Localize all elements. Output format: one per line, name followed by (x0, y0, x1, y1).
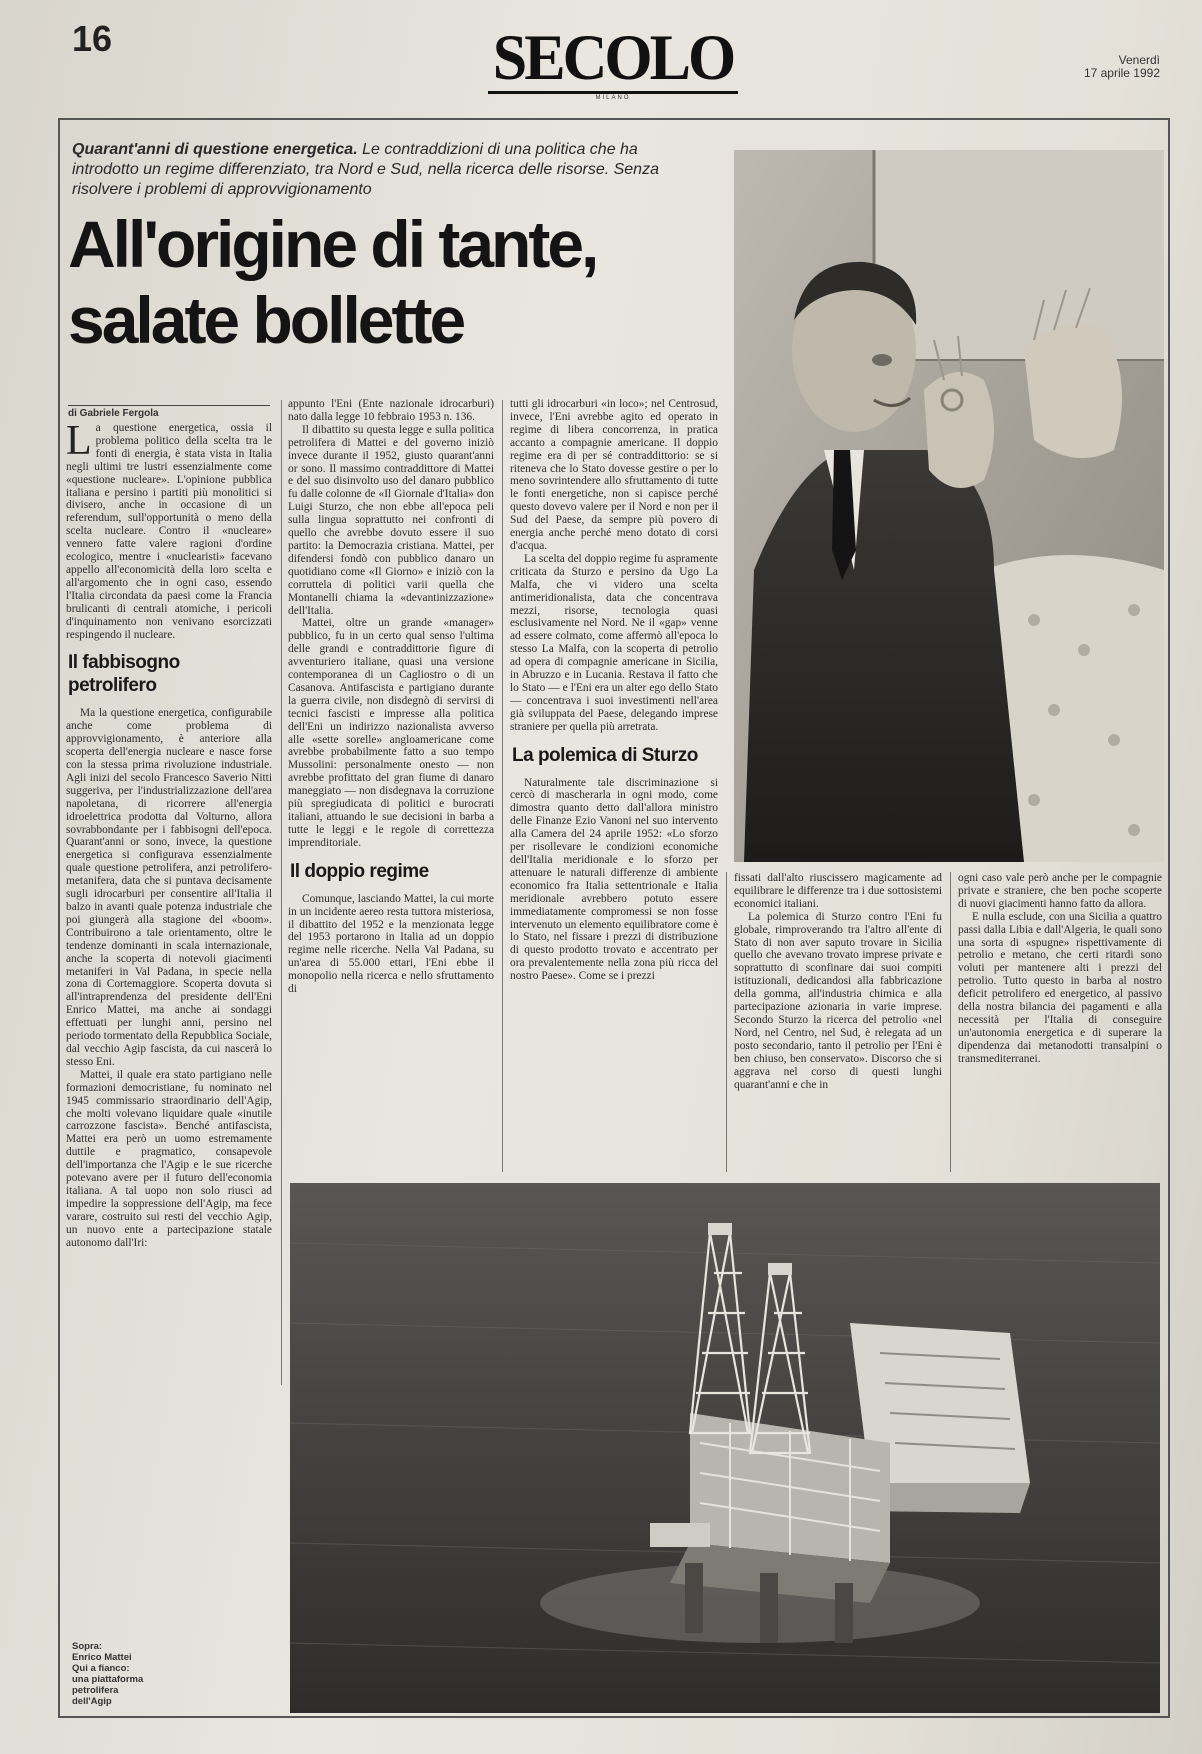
column-rule-1 (281, 400, 282, 1385)
col2-paragraph-4: Comunque, lasciando Mattei, la cui morte in un incidente aereo resta tuttora misteriosa, il dibattito del 1952 e la menzionata legge del 1953 portarono in Italia ad un doppio regime nelle ricerche. Nella Val Padana, su un'area di 55.000 ettari, l'Eni ebbe il monopolio nella ricerca e nello sfruttamento di (288, 892, 494, 996)
col4-paragraph-1: fissati dall'alto riuscissero magicamente ad equilibrare le differenze tra i due sottosistemi economici italiani. (734, 872, 942, 910)
dateline (1040, 54, 1160, 80)
subhead-fabbisogno: Il fabbisogno petrolifero (68, 652, 180, 697)
col4-paragraph-2: La polemica di Sturzo contro l'Eni fu globale, rimproverando tra l'altro all'ente di Stato di non aver saputo trovare in Sicilia quello che avevano trovato imprese private e soprattutto di sconfinare dai suoi compiti istituzionali, dedicandosi alla fabbricazione della gomma, all'industria chimica e alla partecipazione azionaria in varie imprese. Secondo Sturzo la ricerca del petrolio «nel Nord, nel Centro, nel Sud, è relegata ad un posto secondario, tanto il petrolio per l'Eni è ben chiuso, ben conservato». Discorso che si aggrava nel corso di questi lunghi quarant'anni e che in (734, 910, 942, 1091)
col3-paragraph-1: tutti gli idrocarburi «in loco»; nel Centrosud, invece, l'Eni avrebbe agito ed operato in regime di libera concorrenza, in pratica accanto a compagnie americane. Il doppio regime era di per sé contraddittorio: se si riteneva che lo Stato dovesse gestire o per lo meno sovrintendere allo sfruttamento di tutte le fonti energetiche, non si capisce perché questo dovevo valere per il Nord e non per il Sud del Paese, da sempre più povero di energia anche perché meno dotato di corsi d'acqua. (510, 398, 718, 552)
photo-caption (72, 1641, 182, 1707)
subhead-polemica-sturzo: La polemica di Sturzo (512, 744, 698, 766)
column-3 (510, 398, 718, 1174)
subhead-doppio-regime: Il doppio regime (290, 860, 429, 882)
caption-line-4: una piattaforma (72, 1674, 144, 1685)
col2-paragraph-1: appunto l'Eni (Ente nazionale idrocarburi) nato dalla legge 10 febbraio 1953 n. 136. (288, 398, 494, 423)
dropcap: L (66, 422, 92, 464)
page-number: 16 (72, 18, 113, 59)
column-5 (958, 872, 1162, 1172)
headline-line-1: All'origine di tante, (68, 207, 597, 281)
dateline-day: Venerdì (1118, 53, 1160, 67)
caption-line-2: Enrico Mattei (72, 1652, 132, 1663)
headline (68, 206, 668, 358)
byline: di Gabriele Fergola (68, 405, 270, 419)
col3-paragraph-3: Naturalmente tale discriminazione si cercò di mascherarla in ogni modo, come dimostra quanto detto dall'allora ministro delle Finanze Ezio Vanoni nel suo intervento alla Camera del 24 aprile 1952: «Lo sforzo per risollevare le condizioni economiche dell'Italia meridionale e lo sforzo per attenuare le naturali differenze di ambiente economico fra Italia settentrionale e Italia meridionale avrebbero potuto essere immediatamente compromessi se non fosse intervenuto un elemento equilibratore come è lo Stato, nel fissare i prezzi di distribuzione di questo prodotto trovato e accentrato per ora prevalentemente nella zona più ricca del nostro Paese». Come se i prezzi (510, 776, 718, 983)
col1-paragraph-2: Ma la questione energetica, configurabile anche come problema di approvvigionamento, è anteriore alla scoperta dell'energia nucleare e nasce forse con la stessa prima rivoluzione industriale. Agli inizi del secolo Francesco Saverio Nitti suggeriva, per l'industrializzazione dell'area napoletana, di ricorrere all'energia idroelettrica prodotta dal Volturno, allora sovrabbondante per i fabbisogni dell'epoca. Quarant'anni or sono, invece, la questione energetica si configurava essenzialmente quale questione petrolifera, anzi petrolifero-metanifera, data che si puntava decisamente sugli idrocarburi per consentire all'Italia il balzo in avanti quale potenza industriale che poi giungerà alla stagione del «boom». Contribuirono a tale orientamento, oltre le tendenze dominanti in scala internazionale, anche la scoperta di notevoli giacimenti metaniferi in Val Padana, in specie nella zona di Cortemaggiore. Scoperta dovuta si all'intraprendenza del presidente dell'Eni Enrico Mattei, ma anche ai sondaggi effettuati per lunghi anni, persino nel periodo tormentato della Repubblica Sociale, dal vecchio Agip fascista, da cui nascerà lo stesso Eni. (66, 707, 272, 1068)
col3-paragraph-2: La scelta del doppio regime fu aspramente criticata da Sturzo e persino da Ugo La Malfa, che vi videro una scelta antimeridionalista, data che concentrava mezzi, risorse, tecnologia quasi esclusivamente nel Nord. Ne il «gap» venne ad essere colmato, come affermò all'epoca lo stesso La Malfa, con la scoperta di petrolio ad opera di compagnie americane in Sicilia, in Abruzzo e in Lucania. Restava il fatto che lo Stato — e l'Eni era un alter ego dello Stato — concentrava i suoi investimenti nell'area già sviluppata del Paese, delegando imprese straniere per quella più arretrata. (510, 552, 718, 733)
oil-platform-illustration (290, 1183, 1160, 1713)
portrait-photo (734, 150, 1164, 862)
kicker-lead: Quarant'anni di questione energetica. (72, 141, 358, 158)
masthead (488, 22, 738, 101)
col1-paragraph-1: a questione energetica, ossia il problema politico della scelta tra le fonti di energia, è stata vista in Italia negli ultimi tre lustri essenzialmente come «questione nucleare». L'opinione pubblica italiana e persino i partiti più monolitici si divisero, anche in occasione di un referendum, sull'opportunità o meno della scelta nucleare. Contro il «nucleare» vennero fatte valere ragioni d'ordine ecologico, mentre i «nuclearisti» facevano appello all'economicità della loro scelta e all'argomento che in ogni caso, essendo l'Italia circondata da paesi come la Francia brulicanti di centrali atomiche, i pericoli d'inquinamento non venivano esorcizzati respingendo il nucleare. (66, 422, 272, 641)
kicker (72, 140, 672, 200)
column-4 (734, 872, 942, 1172)
masthead-subtitle: MILANO (488, 91, 738, 101)
caption-line-6: dell'Agip (72, 1696, 112, 1707)
caption-line-5: petrolifera (72, 1685, 119, 1696)
col5-paragraph-2: E nulla esclude, con una Sicilia a quattro passi dalla Libia e dall'Algeria, le quali sono una sorta di «spugne» rispettivamente di petrolio e metano, che certi ritardi sono voluti per mantenere alti i prezzi del petrolio. Tutto questo in barba al nostro deficit petrolifero ed energetico, al passivo della nostra bilancia dei pagamenti e alla necessità per l'Italia di conseguire un'autonomia energetica e di superare la dipendenza dai metanodotti transalpini o transmediterranei. (958, 910, 1162, 1065)
column-rule-3 (726, 872, 727, 1172)
col2-paragraph-3: Mattei, oltre un grande «manager» pubblico, fu in un certo qual senso l'ultima delle grandi e contraddittorie figure di avventuriero italiane, quasi una versione contemporanea di un Cagliostro o di un Casanova. Antifascista e partigiano durante la guerra civile, non disdegnò di servirsi di tecnici fascisti e impresse alla politica dell'Eni un indirizzo nazionalista avverso alle «sette sorelle» angloamericane come avrebbe probabilmente fatto a suo tempo Mussolini: personalmente onesto — non avrebbe profittato del gran fiume di danaro maneggiato — non disdegnava la corruzione più spregiudicata di politici e burocrati italiani, attuando le sue decisioni in barba a tutte le leggi e le regole di correttezza imprenditoriale. (288, 617, 494, 849)
caption-line-3: Qui a fianco: (72, 1663, 130, 1674)
column-1 (66, 422, 272, 1387)
dateline-date: 17 aprile 1992 (1083, 66, 1160, 80)
col1-paragraph-3: Mattei, il quale era stato partigiano nelle formazioni democristiane, fu nominato nel 1945 commissario straordinario dell'Agip, che molti volevano liquidare quale «inutile carrozzone fascista». Benché antifascista, Mattei era però un uomo estremamente duttile e pragmatico, consapevole dell'importanza che l'Agip e le sue ricerche potevano avere per il futuro dell'economia italiana. A tal uopo non solo riuscì ad impedire la soppressione dell'Agip, ma fece varare, costruito sui resti del vecchio Agip, un nuovo ente a partecipazione statale autonomo dall'Iri: (66, 1068, 272, 1249)
column-rule-4 (950, 872, 951, 1172)
headline-line-2: salate bollette (68, 283, 464, 357)
masthead-title: SECOLO (492, 22, 734, 94)
col5-paragraph-1: ogni caso vale però anche per le compagnie private e straniere, che ben poche scoperte di nuovi giacimenti hanno fatto da allora. (958, 872, 1162, 910)
column-rule-2 (502, 400, 503, 1172)
col2-paragraph-2: Il dibattito su questa legge e sulla politica petrolifera di Mattei e del governo iniziò invece durante il 1952, giusto quarant'anni or sono. Il massimo contraddittore di Mattei e del suo disinvolto uso del danaro pubblico fu dalle colonne de «Il Giornale d'Italia» don Luigi Sturzo, che non ebbe all'epoca peli sulla lingua soprattutto nei confronti di quello che avrebbe dovuto essere il suo partito: la Democrazia cristiana. Mattei, per difendersi fondò con pubblico danaro un quotidiano come «Il Giorno» e iniziò con la corruttela di politici varii quella che Montanelli chiama la «devantinizzazione» dell'Italia. (288, 423, 494, 617)
portrait-photo-illustration (734, 150, 1164, 862)
caption-line-1: Sopra: (72, 1641, 103, 1652)
oil-platform-photo (290, 1183, 1160, 1713)
column-2 (288, 398, 494, 1174)
kicker-rest: Le contraddizioni di una politica che ha introdotto un regime differenziato, tra Nord e Sud, nella ricerca delle risorse. Senza risolvere i problemi di approvvigionamento (72, 141, 659, 198)
